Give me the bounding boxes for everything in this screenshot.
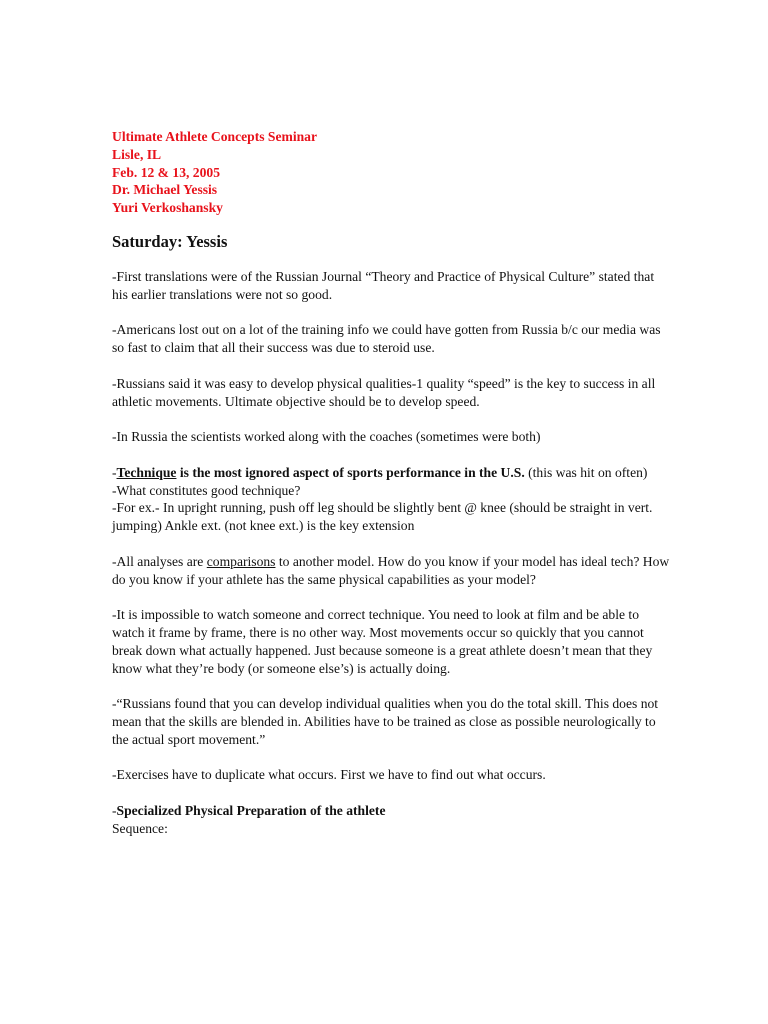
seminar-header (112, 128, 672, 217)
comparisons-term: comparisons (206, 553, 276, 569)
speaker-1: Dr. Michael Yessis (112, 182, 218, 198)
specialized-heading: Specialized Physical Preparation of the athlete (116, 802, 386, 818)
paragraph-translations: -First translations were of the Russian Journal “Theory and Practice of Physical Culture” stated that his earlier translations were not so good. (112, 268, 655, 302)
comparisons-pre: -All analyses are (112, 553, 207, 569)
paragraph-exercises: -Exercises have to duplicate what occurs. First we have to find out what occurs. (112, 767, 546, 783)
paragraph-sequence: Sequence: (112, 820, 168, 836)
paragraph-comparisons (112, 553, 672, 589)
seminar-date: Feb. 12 & 13, 2005 (112, 164, 220, 180)
section-title: Saturday: Yessis (112, 231, 228, 251)
specialized-dash: - (112, 802, 117, 818)
paragraph-specialized (112, 802, 672, 820)
technique-dash: - (112, 464, 117, 480)
technique-term: Technique (116, 464, 177, 480)
paragraph-scientists: -In Russia the scientists worked along with the coaches (sometimes were both) (112, 429, 541, 445)
seminar-title: Ultimate Athlete Concepts Seminar (112, 129, 318, 144)
technique-statement: is the most ignored aspect of sports performance in the U.S. (176, 464, 525, 480)
paragraph-technique (112, 464, 672, 482)
technique-note: (this was hit on often) (524, 464, 648, 480)
speaker-2: Yuri Verkoshansky (112, 200, 223, 216)
paragraph-americans: -Americans lost out on a lot of the training info we could have gotten from Russia b/c our media was so fast to claim that all their success was due to steroid use. (112, 322, 661, 356)
paragraph-running-example: -For ex.- In upright running, push off leg should be slightly bent @ knee (should be straight in vert. jumping) Ankle ext. (not knee ext.) is the key extension (112, 500, 653, 534)
paragraph-quote: -“Russians found that you can develop individual qualities when you do the total skill. This does not mean that the skills are blended in. Abilities have to be trained as close as possible neurologically to the actual sport movement.” (112, 696, 659, 747)
paragraph-good-technique: -What constitutes good technique? (112, 482, 301, 498)
comparisons-post: to another model. How do you know if your model has ideal tech? How do you know if your athlete has the same physical capabilities as your model? (112, 553, 670, 587)
seminar-location: Lisle, IL (112, 146, 162, 162)
document-page (112, 128, 672, 837)
paragraph-film: -It is impossible to watch someone and correct technique. You need to look at film and be able to watch it frame by frame, there is no other way. Most movements occur so quickly that you cannot break down what actually happened. Just because someone is a great athlete doesn’t mean that they know what they’re body (or someone else’s) is actually doing. (112, 607, 653, 676)
paragraph-speed: -Russians said it was easy to develop physical qualities-1 quality “speed” is the key to success in all athletic movements. Ultimate objective should be to develop speed. (112, 375, 656, 409)
